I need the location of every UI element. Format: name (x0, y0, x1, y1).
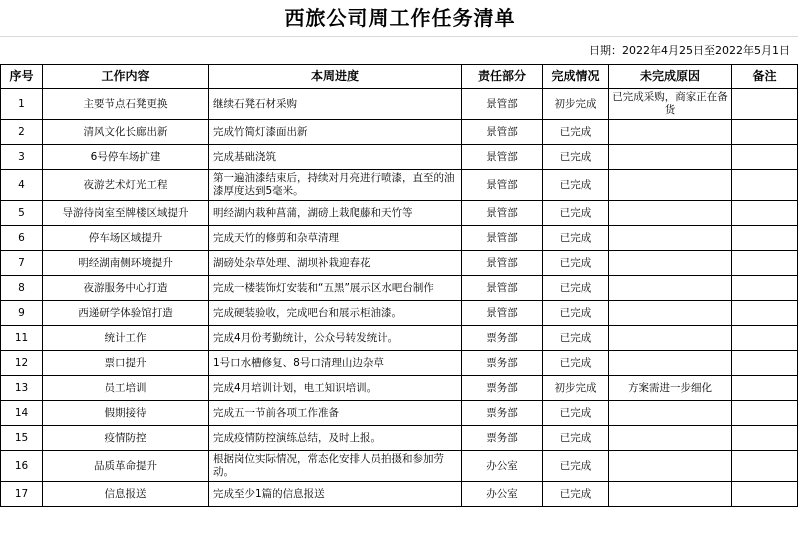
cell-task[interactable]: 6号停车场扩建 (43, 145, 209, 170)
cell-no[interactable]: 17 (1, 482, 43, 507)
cell-progress[interactable]: 第一遍油漆结束后，持续对月亮进行喷漆，直至的油漆厚度达到5毫米。 (209, 170, 462, 201)
cell-reason[interactable] (609, 401, 732, 426)
cell-progress[interactable]: 完成4月培训计划，电工知识培训。 (209, 376, 462, 401)
cell-progress[interactable]: 完成五一节前各项工作准备 (209, 401, 462, 426)
cell-progress[interactable]: 继续石凳石材采购 (209, 89, 462, 120)
cell-status[interactable]: 已完成 (543, 201, 609, 226)
cell-reason[interactable] (609, 251, 732, 276)
cell-no[interactable]: 2 (1, 120, 43, 145)
header-row (1, 65, 798, 89)
cell-task[interactable]: 统计工作 (43, 326, 209, 351)
cell-status[interactable]: 已完成 (543, 276, 609, 301)
header-task[interactable]: 工作内容 (43, 65, 209, 89)
cell-dept[interactable]: 景管部 (462, 89, 543, 120)
cell-no[interactable]: 15 (1, 426, 43, 451)
cell-reason[interactable] (609, 201, 732, 226)
cell-no[interactable]: 13 (1, 376, 43, 401)
cell-status[interactable]: 已完成 (543, 426, 609, 451)
cell-progress[interactable]: 完成竹简灯漆面出新 (209, 120, 462, 145)
table-row (1, 426, 798, 451)
cell-dept[interactable]: 景管部 (462, 170, 543, 201)
cell-task[interactable]: 西递研学体验馆打造 (43, 301, 209, 326)
cell-note[interactable] (732, 201, 798, 226)
cell-task[interactable]: 员工培训 (43, 376, 209, 401)
cell-dept[interactable]: 票务部 (462, 351, 543, 376)
cell-dept[interactable]: 景管部 (462, 251, 543, 276)
cell-progress[interactable]: 完成硬装验收，完成吧台和展示柜油漆。 (209, 301, 462, 326)
cell-status[interactable]: 已完成 (543, 170, 609, 201)
cell-note[interactable] (732, 251, 798, 276)
table-row (1, 401, 798, 426)
table-row (1, 89, 798, 120)
cell-progress[interactable]: 湖磅处杂草处理、湖坝补栽迎春花 (209, 251, 462, 276)
cell-status[interactable]: 已完成 (543, 226, 609, 251)
cell-status[interactable]: 已完成 (543, 326, 609, 351)
cell-no[interactable]: 7 (1, 251, 43, 276)
cell-reason[interactable] (609, 482, 732, 507)
cell-reason[interactable] (609, 170, 732, 201)
cell-progress[interactable]: 明经湖内栽种菖蒲，湖磅上栽爬藤和天竹等 (209, 201, 462, 226)
header-status[interactable]: 完成情况 (543, 65, 609, 89)
cell-dept[interactable]: 票务部 (462, 401, 543, 426)
cell-note[interactable] (732, 326, 798, 351)
header-dept[interactable]: 责任部分 (462, 65, 543, 89)
cell-task[interactable]: 主要节点石凳更换 (43, 89, 209, 120)
cell-note[interactable] (732, 426, 798, 451)
cell-reason[interactable] (609, 451, 732, 482)
table-row (1, 201, 798, 226)
cell-status[interactable]: 初步完成 (543, 89, 609, 120)
cell-status[interactable]: 初步完成 (543, 376, 609, 401)
cell-no[interactable]: 8 (1, 276, 43, 301)
task-rows (1, 89, 798, 507)
cell-status[interactable]: 已完成 (543, 145, 609, 170)
cell-note[interactable] (732, 145, 798, 170)
cell-progress[interactable]: 完成4月份考勤统计，公众号转发统计。 (209, 326, 462, 351)
table-row (1, 145, 798, 170)
cell-reason[interactable] (609, 326, 732, 351)
cell-dept[interactable]: 景管部 (462, 120, 543, 145)
cell-progress[interactable]: 完成疫情防控演练总结，及时上报。 (209, 426, 462, 451)
cell-note[interactable] (732, 120, 798, 145)
table-row (1, 170, 798, 201)
cell-dept[interactable]: 票务部 (462, 376, 543, 401)
cell-progress[interactable]: 完成基础浇筑 (209, 145, 462, 170)
cell-note[interactable] (732, 482, 798, 507)
cell-task[interactable]: 停车场区域提升 (43, 226, 209, 251)
cell-reason[interactable]: 方案需进一步细化 (609, 376, 732, 401)
table-row (1, 482, 798, 507)
cell-dept[interactable]: 景管部 (462, 301, 543, 326)
cell-note[interactable] (732, 170, 798, 201)
cell-dept[interactable]: 票务部 (462, 426, 543, 451)
cell-task[interactable]: 信息报送 (43, 482, 209, 507)
cell-progress[interactable]: 1号口水槽修复、8号口清理山边杂草 (209, 351, 462, 376)
cell-note[interactable] (732, 376, 798, 401)
date-row (0, 36, 798, 65)
cell-note[interactable] (732, 451, 798, 482)
date-range: 日期：2022年4月25日至2022年5月1日 (589, 44, 790, 57)
cell-task[interactable]: 夜游服务中心打造 (43, 276, 209, 301)
cell-task[interactable]: 清风文化长廊出新 (43, 120, 209, 145)
cell-reason[interactable] (609, 426, 732, 451)
cell-status[interactable]: 已完成 (543, 120, 609, 145)
cell-note[interactable] (732, 351, 798, 376)
header-reason[interactable]: 未完成原因 (609, 65, 732, 89)
cell-progress[interactable]: 完成一楼装饰灯安装和“五黑”展示区水吧台制作 (209, 276, 462, 301)
cell-progress[interactable]: 完成至少1篇的信息报送 (209, 482, 462, 507)
cell-no[interactable]: 1 (1, 89, 43, 120)
cell-progress[interactable]: 完成天竹的修剪和杂草清理 (209, 226, 462, 251)
cell-no[interactable]: 11 (1, 326, 43, 351)
cell-reason[interactable] (609, 120, 732, 145)
table-row (1, 276, 798, 301)
cell-task[interactable]: 票口提升 (43, 351, 209, 376)
cell-status[interactable]: 已完成 (543, 301, 609, 326)
cell-status[interactable]: 已完成 (543, 401, 609, 426)
table-row (1, 326, 798, 351)
cell-no[interactable]: 4 (1, 170, 43, 201)
cell-task[interactable]: 假期接待 (43, 401, 209, 426)
cell-note[interactable] (732, 226, 798, 251)
cell-dept[interactable]: 办公室 (462, 451, 543, 482)
cell-dept[interactable]: 票务部 (462, 326, 543, 351)
cell-dept[interactable]: 景管部 (462, 226, 543, 251)
table-row (1, 251, 798, 276)
cell-no[interactable]: 6 (1, 226, 43, 251)
cell-reason[interactable] (609, 145, 732, 170)
cell-reason[interactable] (609, 301, 732, 326)
cell-status[interactable]: 已完成 (543, 482, 609, 507)
cell-no[interactable]: 3 (1, 145, 43, 170)
cell-task[interactable]: 导游待岗室至牌楼区域提升 (43, 201, 209, 226)
cell-dept[interactable]: 景管部 (462, 276, 543, 301)
cell-no[interactable]: 16 (1, 451, 43, 482)
cell-task[interactable]: 夜游艺术灯光工程 (43, 170, 209, 201)
cell-no[interactable]: 14 (1, 401, 43, 426)
table-row (1, 451, 798, 482)
table-row (1, 376, 798, 401)
cell-reason[interactable] (609, 351, 732, 376)
cell-task[interactable]: 品质革命提升 (43, 451, 209, 482)
cell-status[interactable]: 已完成 (543, 251, 609, 276)
cell-reason[interactable]: 已完成采购，商家正在备货 (609, 89, 732, 120)
task-table (0, 64, 798, 507)
cell-note[interactable] (732, 301, 798, 326)
cell-status[interactable]: 已完成 (543, 451, 609, 482)
table-row (1, 351, 798, 376)
cell-no[interactable]: 9 (1, 301, 43, 326)
cell-reason[interactable] (609, 276, 732, 301)
cell-no[interactable]: 5 (1, 201, 43, 226)
table-row (1, 120, 798, 145)
cell-task[interactable]: 明经湖南侧环境提升 (43, 251, 209, 276)
cell-no[interactable]: 12 (1, 351, 43, 376)
header-no[interactable]: 序号 (1, 65, 43, 89)
cell-dept[interactable]: 景管部 (462, 201, 543, 226)
cell-dept[interactable]: 办公室 (462, 482, 543, 507)
table-row (1, 226, 798, 251)
cell-reason[interactable] (609, 226, 732, 251)
cell-note[interactable] (732, 89, 798, 120)
cell-note[interactable] (732, 276, 798, 301)
cell-progress[interactable]: 根据岗位实际情况，常态化安排人员拍摄和参加劳动。 (209, 451, 462, 482)
cell-dept[interactable]: 景管部 (462, 145, 543, 170)
sheet-title: 西旅公司周工作任务清单 (284, 6, 516, 30)
header-progress[interactable]: 本周进度 (209, 65, 462, 89)
table-row (1, 301, 798, 326)
header-note[interactable]: 备注 (732, 65, 798, 89)
cell-note[interactable] (732, 401, 798, 426)
cell-task[interactable]: 疫情防控 (43, 426, 209, 451)
cell-status[interactable]: 已完成 (543, 351, 609, 376)
